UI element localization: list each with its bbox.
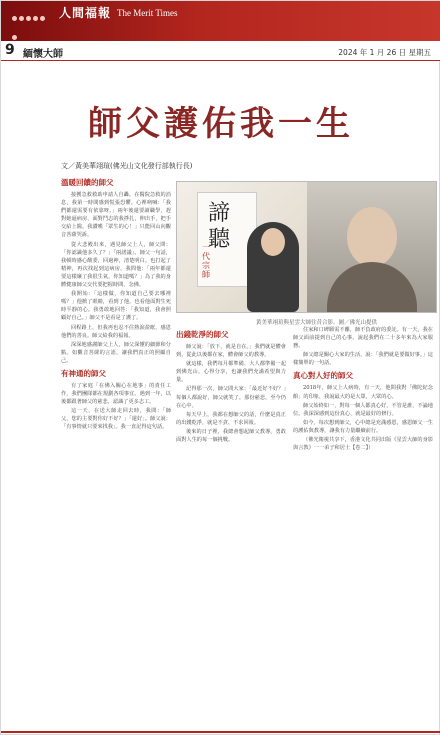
monk-figure [322, 202, 422, 312]
subheading: 有神通的師父 [61, 368, 106, 378]
masthead-logo-en: The Merit Times [117, 7, 178, 18]
photo-caption: 黃美華翊瑄與星雲大師往昔合影。圖／佛光山提供 [256, 320, 378, 326]
paragraph: 每天早上，我都在想師父的話，什麼是真正的出錢乾淨，就是不貪、不求回報。 [176, 411, 286, 426]
paragraph: 深深地感謝師父上人，師父深懂的細節和分點。如觀音菩薩的言語，讓我們真正的照顧自己。 [61, 341, 171, 364]
paragraph: 我開始：「這樣做，你知道自己要去哪裡嗎？」他掀了眼睛，看到了他，也看他面對生死時平靜的心。我勇敢地回答：「我知道，我會照顧好自己。」師父不是看是了護了。 [61, 291, 171, 322]
paragraph: 這一天，在送大師走回去時，我問：「師父，您的主要對你好不好？」「還好」。師父說：「有事情就只要來找我」。我一直記得這句話。 [61, 408, 171, 431]
paragraph: 記得那一次，師父問大家：「最近好不好？」每個人都說好，師父就笑了。那份慈悲，至今仍在心中。 [176, 386, 286, 409]
page-number: 9 [5, 42, 15, 58]
article-column-3 [293, 326, 433, 729]
masthead-bar [1, 1, 440, 41]
masthead-logo-cn: 人間福報 [59, 6, 112, 20]
subheading: 真心對人好的師父 [293, 371, 353, 381]
article-byline: 文／黃美華翊瑄(佛光山文化發行部執行長) [61, 162, 193, 170]
article-title: 師父護佑我一生 [88, 104, 354, 144]
subheading: 溫暖回饋的師父 [61, 178, 114, 187]
decorative-dots [11, 7, 51, 25]
paragraph: 2018年，師父上人病時，有一天，他問我對「佛陀紀念館」的印象，我說最大的是大眾，大眾的心。 [293, 385, 433, 400]
calligraphy-mark: 諦聽 [208, 201, 231, 252]
paragraph: 師父始終如一，對每一個人都真心好，不管是誰，不論地位。我深深感到這份真心，就是最好的修行。 [293, 402, 433, 417]
section-name: 緬懷大師 [23, 49, 63, 60]
paragraph: 師父說：「放下，就是自在。」我們就是體會到，從此以後都在家，體會師父的教導。 [176, 344, 286, 359]
article-photo [176, 181, 437, 313]
person-figure [247, 222, 299, 312]
paragraph: 回程路上，但我再也忍不住熱淚盈眶，感恩他們的善良。師父給我的福報。 [61, 324, 171, 339]
paragraph: 從大悲殿出來，遇見師父上人，師父問：「你認識他多久了？」「兩諾議」。師父一句話，我頓時感心酸委，回過神，清楚明白。也打起了精神，再次找起到這病房，我問他：「兩年都還要這樣廉了我很生氣，你知道嗎？」為了我的身體健康師父交代要把握時間，念佛。 [61, 241, 171, 289]
monk-robe [327, 262, 417, 312]
paragraph: （佛光衛視共享下，香港文化共同出版《星雲大師的身影與言教》一一弟子和居士【卷二】） [293, 437, 433, 452]
bottom-rule [1, 731, 440, 733]
subheading: 出錢乾淨的師父 [176, 330, 229, 339]
photo-left-panel [177, 182, 307, 312]
photo-right-panel [307, 182, 437, 312]
article-column-2 [176, 326, 286, 729]
monk-head [347, 207, 397, 267]
paragraph: 如今，每次想到師父，心中總是充滿感恩，感恩師父一生的護佑與教導，讓我有力量繼續前行。 [293, 419, 433, 434]
date-line: 2024 年 1 月 26 日 星期五 [338, 48, 431, 57]
person-face [261, 228, 285, 256]
paragraph: 後來的日子裡，我總會想起師父教導，勇敢面對人生的每一個挑戰。 [176, 428, 286, 444]
paragraph: 就這樣，我們每月都準備、大人都準備一起到佛光山，心得分享，也讓我們充滿希望與力量。 [176, 361, 286, 384]
article-column-1 [61, 174, 171, 729]
paragraph: 有了家庭「在佛入關心在地事」的責任工作，我們團隊都在規劃各項事宜。遇到一年，以後都跟著師父的慈悲，認識了更多志工。 [61, 382, 171, 406]
paragraph: 住家和口碑願需不離，師不負政府的委託。有一天，我在師父面前提到自己的心事，說起我們在二十多年來為大家服務。 [293, 327, 433, 350]
red-seal: 一代宗師 [202, 243, 210, 279]
paragraph: 師父總是關心大家的生活，說：「我們就是要做好事。」這樣簡單的一句話。 [293, 352, 433, 367]
paragraph: 接獲急救救助申請人自轟。在醫院急救的消息，我第一時間感到慌張恐懼。心裡吶喊：「我們都還需要有依靠呀。」兩年後還要讀職學，趕對她逼病房，面對鬥志的我掙扎，伸出手，把手交給上醫。我讚嘆「眾生的心！」只能回山向觀音菩薩哭訴。 [61, 192, 171, 239]
masthead [59, 4, 178, 21]
